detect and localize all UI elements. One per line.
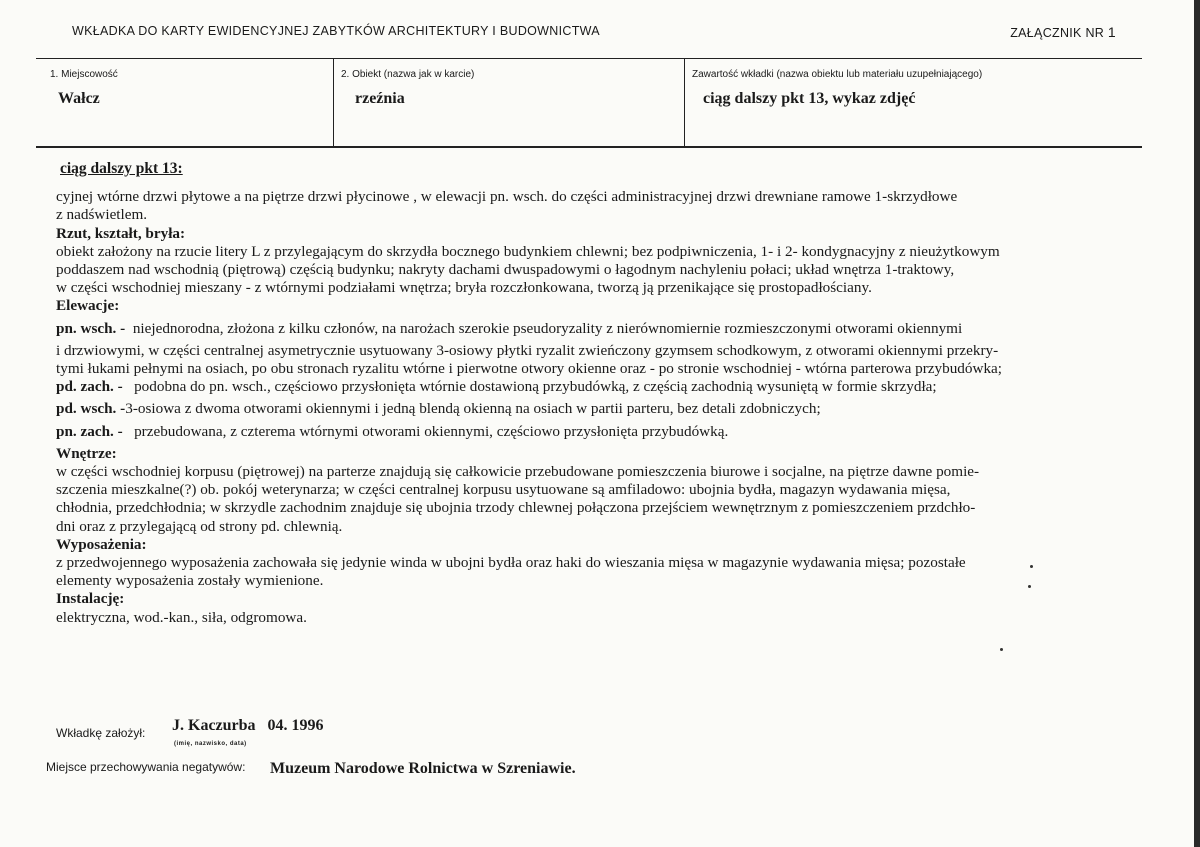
rzut-line: obiekt założony na rzucie litery L z przylegającym do skrzydła bocznego budynkiem chlewni; bez podpiwniczenia, 1- i 2- kondygnacyjny z nieużytkowym — [56, 242, 1000, 260]
wyposazenia-line: elementy wyposażenia zostały wymienione. — [56, 572, 324, 590]
header-divider-1 — [333, 58, 334, 147]
elewacja-pn-zach-label: pn. zach. - — [56, 422, 123, 440]
header-top-rule — [36, 58, 1142, 59]
intro-line: cyjnej wtórne drzwi płytowe a na piętrze drzwi płycinowe , w elewacji pn. wsch. do części administracyjnej drzwi drewniane ramowe 1-skrzydłowe — [56, 188, 958, 206]
rzut-heading: Rzut, kształt, bryła: — [56, 224, 186, 242]
header-divider-2 — [684, 58, 685, 147]
author-value: J. Kaczurba 04. 1996 — [172, 717, 324, 734]
wnetrze-line: w części wschodniej korpusu (piętrowej) na parterze znajdują się całkowicie przebudowane pomieszczenia biurowe i socjalne, na piętrze dawne pomie- — [56, 463, 980, 481]
contents-value: ciąg dalszy pkt 13, wykaz zdjęć — [703, 90, 916, 107]
wyposazenia-line: z przedwojennego wyposażenia zachowała się jedynie winda w ubojni bydła oraz haki do wieszania mięsa w magazynie wydawania mięsa; pozostałe — [56, 554, 966, 572]
attachment-text: ZAŁĄCZNIK NR — [1010, 26, 1105, 40]
elewacja-pn-wsch-line: i drzwiowymi, w części centralnej asymetrycznie usytuowany 3-osiowy płytki ryzalit zwieńczony gzymsem schodkowym, z otworami okiennymi przekry- — [56, 341, 999, 359]
document-body — [56, 160, 1146, 627]
attachment-number: 1 — [1107, 24, 1116, 40]
negatives-label: Miejsce przechowywania negatywów: — [46, 760, 246, 774]
wnetrze-line: chłodnia, przedchłodnia; w skrzydle zachodnim znajduje się ubojnia trzody chlewnej połączona przejściem wewnętrznym z pomieszczeniem przdchło- — [56, 499, 976, 517]
attachment-label — [1010, 24, 1116, 40]
elewacje-heading: Elewacje: — [56, 297, 120, 315]
wnetrze-line: dni oraz z przylegającą od strony pd. chlewnią. — [56, 517, 343, 535]
elewacja-pn-zach-text: przebudowana, z czterema wtórnymi otworami okiennymi, częściowo przysłonięta przybudówką. — [134, 422, 729, 440]
rzut-line: w części wschodniej mieszany - z wtórnymi podziałami wnętrza; bryła rozczłonkowana, tworzą ją przenikające się prostopadłościany. — [56, 279, 872, 297]
wyposazenia-heading: Wyposażenia: — [56, 535, 147, 553]
locality-label: 1. Miejscowość — [50, 69, 118, 80]
elewacja-pd-zach — [56, 378, 1146, 396]
section-title: ciąg dalszy pkt 13: — [60, 160, 183, 177]
elewacja-pn-wsch-text: niejednorodna, złożona z kilku członów, na narożach szerokie pseudoryzality z nierównomiernie rozmieszczonymi otworami okiennymi — [132, 319, 963, 337]
scan-speck — [1028, 585, 1031, 588]
instalacje-text: elektryczna, wod.-kan., siła, odgromowa. — [56, 608, 307, 626]
author-label: Wkładkę założył: — [56, 726, 146, 740]
elewacja-pd-wsch-label: pd. wsch. - — [56, 400, 126, 418]
form-title: WKŁADKA DO KARTY EWIDENCYJNEJ ZABYTKÓW ARCHITEKTURY I BUDOWNICTWA — [72, 24, 600, 38]
scan-speck — [1000, 648, 1003, 651]
intro-line: z nadświetlem. — [56, 206, 148, 224]
locality-value: Wałcz — [58, 90, 100, 107]
negatives-value: Muzeum Narodowe Rolnictwa w Szreniawie. — [270, 760, 576, 777]
elewacja-pn-wsch-line: tymi łukami pełnymi na osiach, po obu stronach ryzalitu wtórne i pierwotne otwory okienne oraz - po stronie wschodniej - wtórna parterowa przybudówka; — [56, 360, 1003, 378]
elewacja-pd-wsch — [56, 400, 1146, 418]
object-value: rzeźnia — [355, 90, 405, 107]
author-note: (imię, nazwisko, data) — [174, 741, 247, 747]
wnetrze-heading: Wnętrze: — [56, 444, 117, 462]
instalacje-heading: Instalację: — [56, 590, 125, 608]
elewacja-pd-zach-label: pd. zach. - — [56, 378, 123, 396]
header-bottom-rule — [36, 146, 1142, 148]
contents-label: Zawartość wkładki (nazwa obiektu lub materiału uzupełniającego) — [692, 69, 983, 80]
elewacja-pn-wsch-label: pn. wsch. - — [56, 319, 126, 337]
object-label: 2. Obiekt (nazwa jak w karcie) — [341, 69, 475, 80]
rzut-line: poddaszem nad wschodnią (piętrową) częścią budynku; nakryty dachami dwuspadowymi o łagodnym nachyleniu połaci; układ wnętrza 1-traktowy, — [56, 261, 955, 279]
scan-edge — [1194, 0, 1200, 847]
elewacja-pd-zach-text: podobna do pn. wsch., częściowo przysłonięta wtórnie dostawioną przybudówką, z częścią zachodnią wysuniętą w formie skrzydła; — [134, 378, 937, 396]
elewacja-pn-zach — [56, 423, 1146, 441]
scan-speck — [1030, 565, 1033, 568]
elewacja-pd-wsch-text: 3-osiowa z dwoma otworami okiennymi i jedną blendą okienną na osiach w partii parteru, bez detali zdobniczych; — [125, 400, 821, 418]
elewacja-pn-wsch — [56, 320, 1146, 338]
wnetrze-line: szczenia mieszkalne(?) ob. pokój weterynarza; w części centralnej korpusu usytuowane są amfiladowo: ubojnia bydła, magazyn wydawania mięsa, — [56, 481, 951, 499]
